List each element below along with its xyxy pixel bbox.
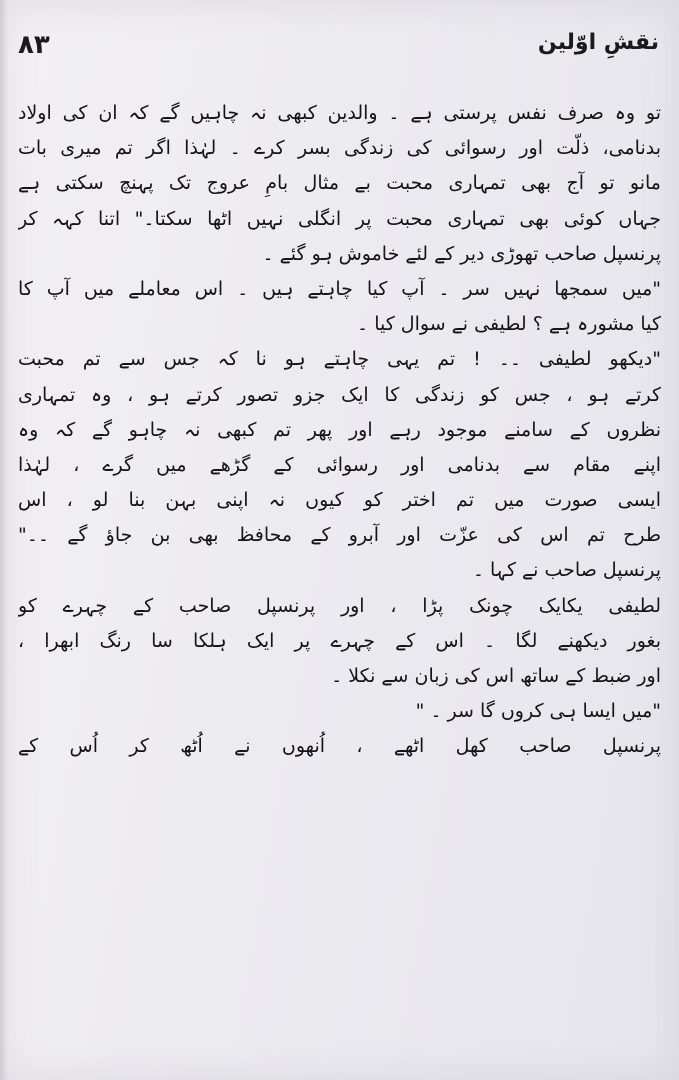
text-line: تو وہ صرف نفس پرستی ہے ۔ والدین کبھی نہ چاہیں گے کہ ان کی اولاد: [18, 102, 661, 124]
text-line: کرتے ہو ، جس کو زندگی کا ایک جزو تصور کرتے ہو ، وہ تمہاری: [18, 383, 661, 406]
text-line: بدنامی، ذلّت اور رسوائی کی زندگی بسر کرے ۔ لہٰذا اگر تم میری بات: [18, 137, 661, 160]
page-number: ۸۳: [18, 30, 50, 60]
text-line: اور ضبط کے ساتھ اس کی زبان سے نکلا ۔: [331, 665, 661, 687]
text-line: ایسی صورت میں تم اختر کو کیوں نہ اپنی بہن بنا لو ، اس: [18, 489, 661, 512]
page-edge-shadow: [0, 0, 8, 1080]
text-line: طرح تم اس کی عزّت اور آبرو کے محافظ بھی بن جاؤ گے ۔۔": [18, 524, 661, 547]
page-header: [18, 30, 659, 70]
text-line: جہاں کوئی بھی تمہاری محبت پر انگلی نہیں اٹھا سکتا۔" اتنا کہہ کر: [18, 207, 661, 230]
text-line: نظروں کے سامنے موجود رہے اور پھر تم کبھی نہ چاہو گے کہ وہ: [18, 418, 661, 441]
text-line: بغور دیکھنے لگا ۔ اس کے چہرے پر ایک ہلکا سا رنگ ابھرا ،: [18, 629, 661, 652]
text-line: مانو تو آج بھی تمہاری محبت بے مثال بامِ عروج تک پہنچ سکتی ہے: [18, 172, 661, 195]
text-line: "میں ایسا ہی کروں گا سر ۔ ": [415, 700, 661, 723]
text-line: اپنے مقام سے بدنامی اور رسوائی کے گڑھے میں گرے ، لہٰذا: [18, 453, 661, 476]
text-line: پرنسپل صاحب تھوڑی دیر کے لئے خاموش ہو گئے ۔: [262, 242, 661, 265]
text-line: پرنسپل صاحب نے کہا ۔: [472, 559, 661, 582]
text-line: "دیکھو لطیفی ۔۔ ! تم یہی چاہتے ہو نا کہ جس سے تم محبت: [18, 348, 661, 371]
text-line: لطیفی یکایک چونک پڑا ، اور پرنسپل صاحب کے چہرے کو: [18, 594, 661, 617]
text-line: پرنسپل صاحب کھل اٹھے ، اُنھوں نے اُٹھ کر اُس کے: [18, 735, 661, 758]
body-text: [18, 96, 661, 765]
text-line: "میں سمجھا نہیں سر ۔ آپ کیا چاہتے ہیں ۔ اس معاملے میں آپ کا: [18, 277, 661, 300]
running-title: نقشِ اوّلین: [537, 30, 659, 55]
text-line: کیا مشورہ ہے ؟ لطیفی نے سوال کیا ۔: [357, 313, 661, 336]
